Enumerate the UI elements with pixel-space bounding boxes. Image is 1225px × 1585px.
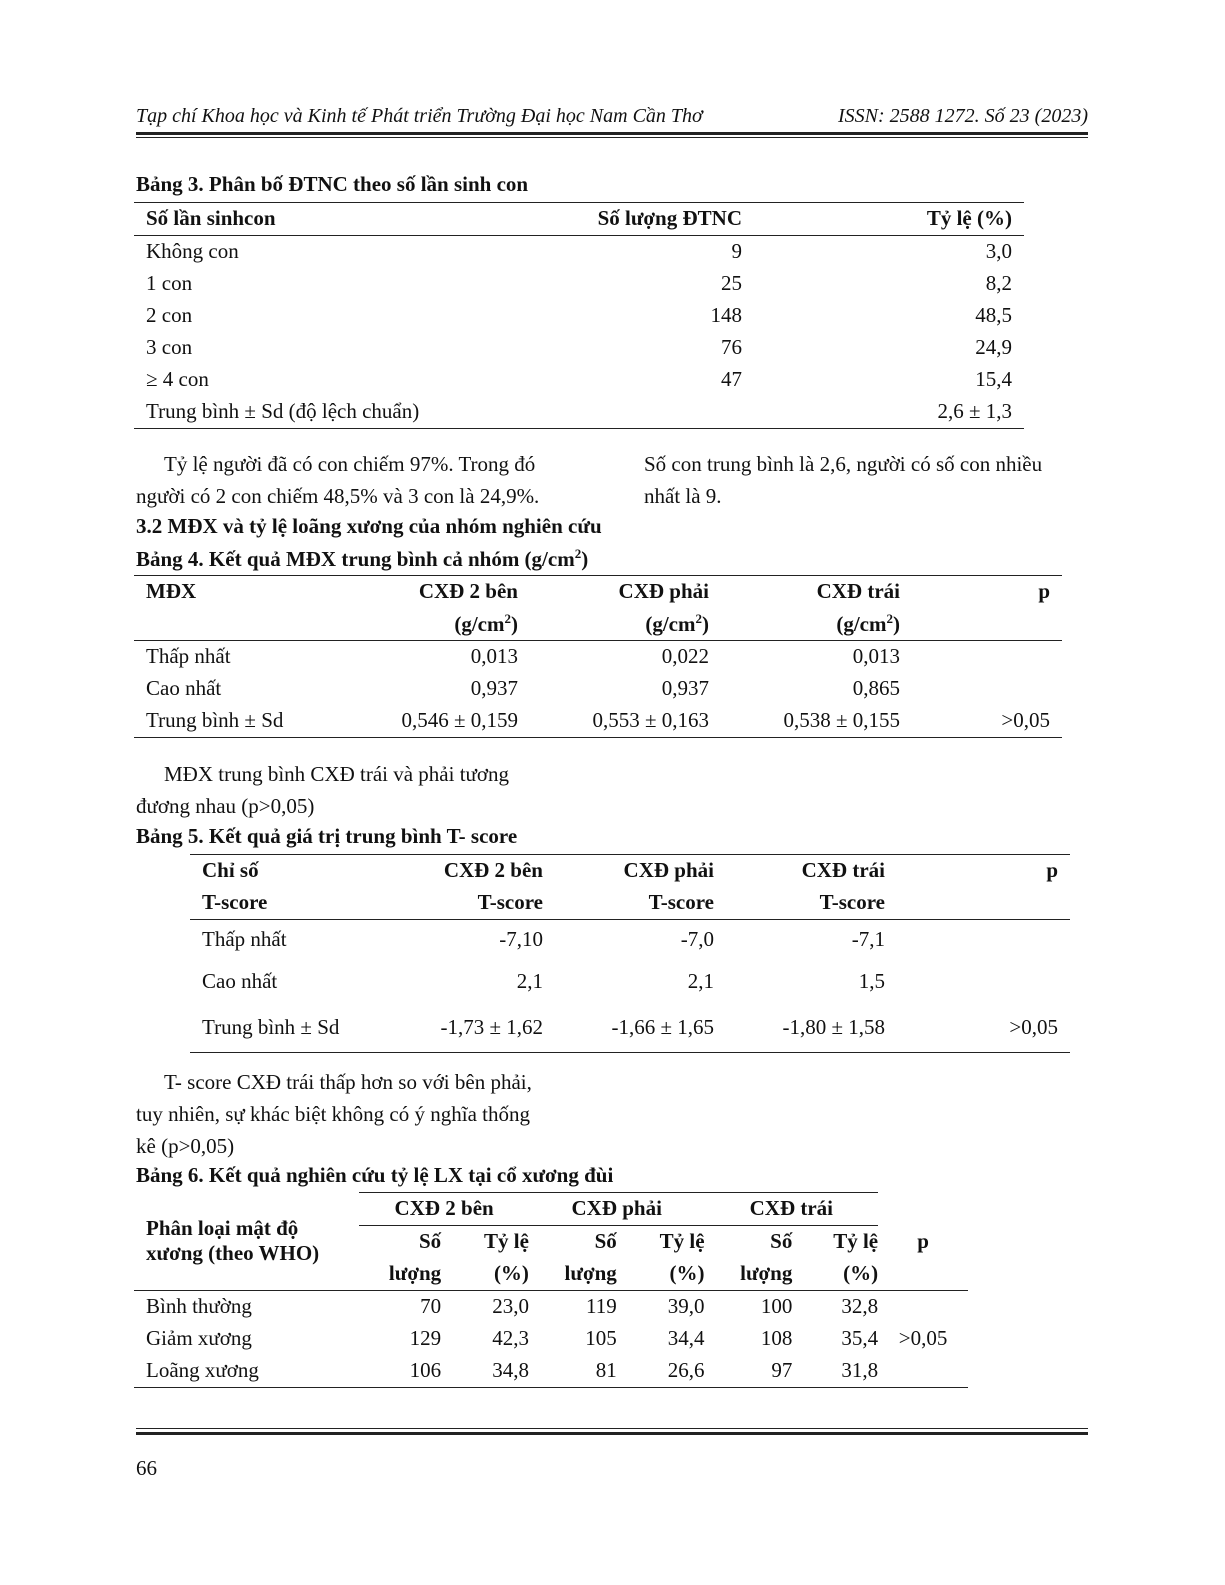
page-number: 66 xyxy=(136,1456,157,1480)
table6-cell: Giảm xương xyxy=(146,1326,252,1351)
table4-unit: $(g/cm^2)$ xyxy=(454,610,518,636)
table6-cell: 26,6 xyxy=(667,1358,705,1383)
header-rule-thin xyxy=(136,137,1088,138)
text-line: Phân loại mật độ xyxy=(146,1216,299,1241)
table5-cell xyxy=(885,920,1070,961)
text-line: MĐX trung bình CXĐ trái và phải tương xyxy=(164,762,510,786)
table-row xyxy=(134,364,1024,396)
table6-cell: 97 xyxy=(771,1358,793,1383)
table4-cell: Trung bình ± Sd xyxy=(146,708,284,733)
table3-cell: 1 con xyxy=(146,271,193,296)
table4-header-left: CXĐ trái xyxy=(816,579,900,604)
table6-cell: 119 xyxy=(586,1294,617,1319)
table-row xyxy=(134,300,1024,332)
table6-cell: 39,0 xyxy=(667,1294,705,1319)
table-row xyxy=(134,396,1024,429)
table3-cell: 25 xyxy=(721,271,742,296)
table3-cell: 76 xyxy=(721,335,742,360)
table6-p-value: >0,05 xyxy=(878,1291,968,1388)
table-row xyxy=(190,920,1070,961)
table5-header: T-score xyxy=(202,890,268,915)
table6-subheader: (%) xyxy=(669,1261,705,1286)
paragraph-right xyxy=(644,448,1088,512)
table6-cell: 106 xyxy=(409,1358,442,1383)
text-line: tuy nhiên, sự khác biệt không có ý nghĩa thống xyxy=(136,1102,530,1126)
table6-cell: 108 xyxy=(760,1326,793,1351)
table5-cell: -1,73 ± 1,62 xyxy=(440,1015,543,1040)
table5 xyxy=(190,854,1070,1053)
table3-cell: 8,2 xyxy=(985,271,1012,296)
table4-cell: 0,937 xyxy=(661,676,709,701)
table5-header: CXĐ trái xyxy=(801,858,885,883)
table-row xyxy=(134,673,1062,705)
table5-cell: Cao nhất xyxy=(202,969,278,994)
table5-cell: -7,1 xyxy=(851,927,885,952)
footer-rule-thin xyxy=(136,1428,1088,1429)
table3-cell: 24,9 xyxy=(975,335,1012,360)
table5-cell: -1,80 ± 1,58 xyxy=(782,1015,885,1040)
table6-cell: Loãng xương xyxy=(146,1358,259,1383)
table6-cell: 32,8 xyxy=(841,1294,879,1319)
table5-header: CXĐ phải xyxy=(623,858,714,883)
table6-subheader: (%) xyxy=(493,1261,529,1286)
table3-cell: 15,4 xyxy=(975,367,1012,392)
table5-cell: -7,10 xyxy=(499,927,543,952)
table6-group-both: CXĐ 2 bên xyxy=(359,1193,529,1226)
table6-cell: 129 xyxy=(409,1326,442,1351)
table6-cell: 34,4 xyxy=(667,1326,705,1351)
section-heading: 3.2 MĐX và tỷ lệ loãng xương của nhóm nghiên cứu xyxy=(136,514,602,538)
text-line: kê (p>0,05) xyxy=(136,1134,235,1158)
table3-header-col1: Số lần sinhcon xyxy=(146,206,276,231)
text-line: nhất là 9. xyxy=(644,484,722,508)
table4-cell: 0,538 ± 0,155 xyxy=(783,708,900,733)
table6 xyxy=(134,1192,968,1388)
table5-caption: Bảng 5. Kết quả giá trị trung bình T- score xyxy=(136,824,518,848)
table-row xyxy=(134,705,1062,738)
text-line: người có 2 con chiếm 48,5% và 3 con là 24,9%. xyxy=(136,484,540,508)
table6-subheader: lượng xyxy=(564,1261,617,1286)
table-row xyxy=(134,236,1024,269)
table4-cell: 0,937 xyxy=(470,676,518,701)
table6-cell: 70 xyxy=(420,1294,442,1319)
table-row xyxy=(134,1323,968,1355)
table6-group-left: CXĐ trái xyxy=(705,1193,879,1226)
table5-cell xyxy=(885,960,1070,1004)
table4-header-both: CXĐ 2 bên xyxy=(418,579,518,604)
table4-cell xyxy=(900,673,1062,705)
text-line: T- score CXĐ trái thấp hơn so với bên phải, xyxy=(164,1070,532,1094)
table5-cell: -7,0 xyxy=(680,927,714,952)
table3-cell: ≥ 4 con xyxy=(146,367,209,392)
table-row xyxy=(190,1004,1070,1053)
table6-cell: 81 xyxy=(595,1358,617,1383)
journal-title: Tạp chí Khoa học và Kinh tế Phát triển Trường Đại học Nam Cần Thơ xyxy=(136,105,703,127)
table5-header: T-score xyxy=(819,890,885,915)
table3-cell: Không con xyxy=(146,239,239,264)
table4-cell xyxy=(900,641,1062,674)
table6-subheader: Tỷ lệ xyxy=(659,1229,705,1254)
table4-cell: 0,013 xyxy=(852,644,900,669)
table5-cell: 2,1 xyxy=(687,969,714,994)
table4 xyxy=(134,575,1062,738)
paragraph-left xyxy=(136,448,596,512)
table5-header: T-score xyxy=(648,890,714,915)
table5-cell: 1,5 xyxy=(858,969,885,994)
table5-cell: Thấp nhất xyxy=(202,927,287,952)
table-row xyxy=(134,268,1024,300)
table4-caption: Bảng 4. Kết quả MĐX trung bình cả nhóm $(g/cm^2)$ xyxy=(136,546,589,571)
paragraph-tscore xyxy=(136,1066,576,1162)
table6-subheader: Tỷ lệ xyxy=(484,1229,529,1254)
table5-header: CXĐ 2 bên xyxy=(443,858,543,883)
table4-cell: Thấp nhất xyxy=(146,644,231,669)
text-line: Tỷ lệ người đã có con chiếm 97%. Trong đó xyxy=(164,452,536,476)
table4-cell: 0,013 xyxy=(470,644,518,669)
table3-header-col3: Tỷ lệ (%) xyxy=(926,206,1012,231)
table4-cell: Cao nhất xyxy=(146,676,222,701)
table4-cell: >0,05 xyxy=(1001,708,1050,733)
table-row xyxy=(134,332,1024,364)
table6-subheader: Số xyxy=(770,1229,793,1254)
table6-subheader: Số xyxy=(418,1229,442,1254)
table6-cell: 35,4 xyxy=(841,1326,879,1351)
table4-unit: $(g/cm^2)$ xyxy=(645,610,709,636)
table4-header-p: p xyxy=(1038,579,1050,604)
table3-cell: 48,5 xyxy=(975,303,1012,328)
paragraph-mdx xyxy=(136,758,576,822)
footer-rule-thick xyxy=(136,1432,1088,1435)
table4-unit: $(g/cm^2)$ xyxy=(836,610,900,636)
table6-subheader: lượng xyxy=(740,1261,793,1286)
table-row xyxy=(134,1291,968,1324)
table5-cell: Trung bình ± Sd xyxy=(202,1015,340,1040)
table-row xyxy=(134,641,1062,674)
table6-caption: Bảng 6. Kết quả nghiên cứu tỷ lệ LX tại cổ xương đùi xyxy=(136,1163,614,1187)
table-row xyxy=(190,960,1070,1004)
table3-cell: 2 con xyxy=(146,303,193,328)
table5-header: Chỉ số xyxy=(202,858,259,883)
table3-cell: 148 xyxy=(710,303,742,328)
text-line: Số con trung bình là 2,6, người có số con nhiều xyxy=(644,452,1043,476)
table3-cell: 3 con xyxy=(146,335,193,360)
table6-subheader: (%) xyxy=(843,1261,879,1286)
table4-cell: 0,022 xyxy=(661,644,709,669)
table5-cell: >0,05 xyxy=(1009,1015,1058,1040)
table5-cell: -1,66 ± 1,65 xyxy=(611,1015,714,1040)
table4-cell: 0,865 xyxy=(852,676,900,701)
table6-cell: Bình thường xyxy=(146,1294,252,1319)
table5-header: T-score xyxy=(477,890,543,915)
table6-cell: 100 xyxy=(760,1294,793,1319)
table3-caption: Bảng 3. Phân bố ĐTNC theo số lần sinh con xyxy=(136,172,529,196)
table6-cell: 23,0 xyxy=(492,1294,529,1319)
table6-subheader: Tỷ lệ xyxy=(833,1229,879,1254)
table4-cell: 0,546 ± 0,159 xyxy=(401,708,518,733)
table4-cell: 0,553 ± 0,163 xyxy=(592,708,709,733)
table6-subheader: Số xyxy=(594,1229,617,1254)
text-line: đương nhau (p>0,05) xyxy=(136,794,315,818)
running-header xyxy=(136,104,1088,132)
table3-cell: 47 xyxy=(721,367,742,392)
table-row xyxy=(134,1355,968,1388)
table4-header-mdx: MĐX xyxy=(146,579,197,604)
table3-cell: Trung bình ± Sd (độ lệch chuẩn) xyxy=(146,399,420,424)
text-line: xương (theo WHO) xyxy=(146,1241,320,1266)
table3-cell: 2,6 ± 1,3 xyxy=(937,399,1012,424)
table6-cell: 105 xyxy=(585,1326,617,1351)
table6-group-right: CXĐ phải xyxy=(529,1193,705,1226)
table6-subheader: lượng xyxy=(388,1261,442,1286)
header-rule-thick xyxy=(136,132,1088,135)
table6-header-p: p xyxy=(878,1193,968,1291)
table5-header: p xyxy=(1046,858,1058,883)
table6-cell: 34,8 xyxy=(492,1358,529,1383)
issn: ISSN: 2588 1272. Số 23 (2023) xyxy=(838,105,1088,127)
table3-cell: 9 xyxy=(731,239,742,264)
table3-cell xyxy=(516,396,742,429)
table6-cell: 31,8 xyxy=(841,1358,879,1383)
table4-header-right: CXĐ phải xyxy=(618,579,709,604)
table3-cell: 3,0 xyxy=(985,239,1012,264)
table3-header-col2: Số lượng ĐTNC xyxy=(597,206,742,231)
table6-cell: 42,3 xyxy=(492,1326,529,1351)
table5-cell: 2,1 xyxy=(516,969,543,994)
table3 xyxy=(134,202,1024,429)
table6-row-header xyxy=(134,1193,359,1291)
